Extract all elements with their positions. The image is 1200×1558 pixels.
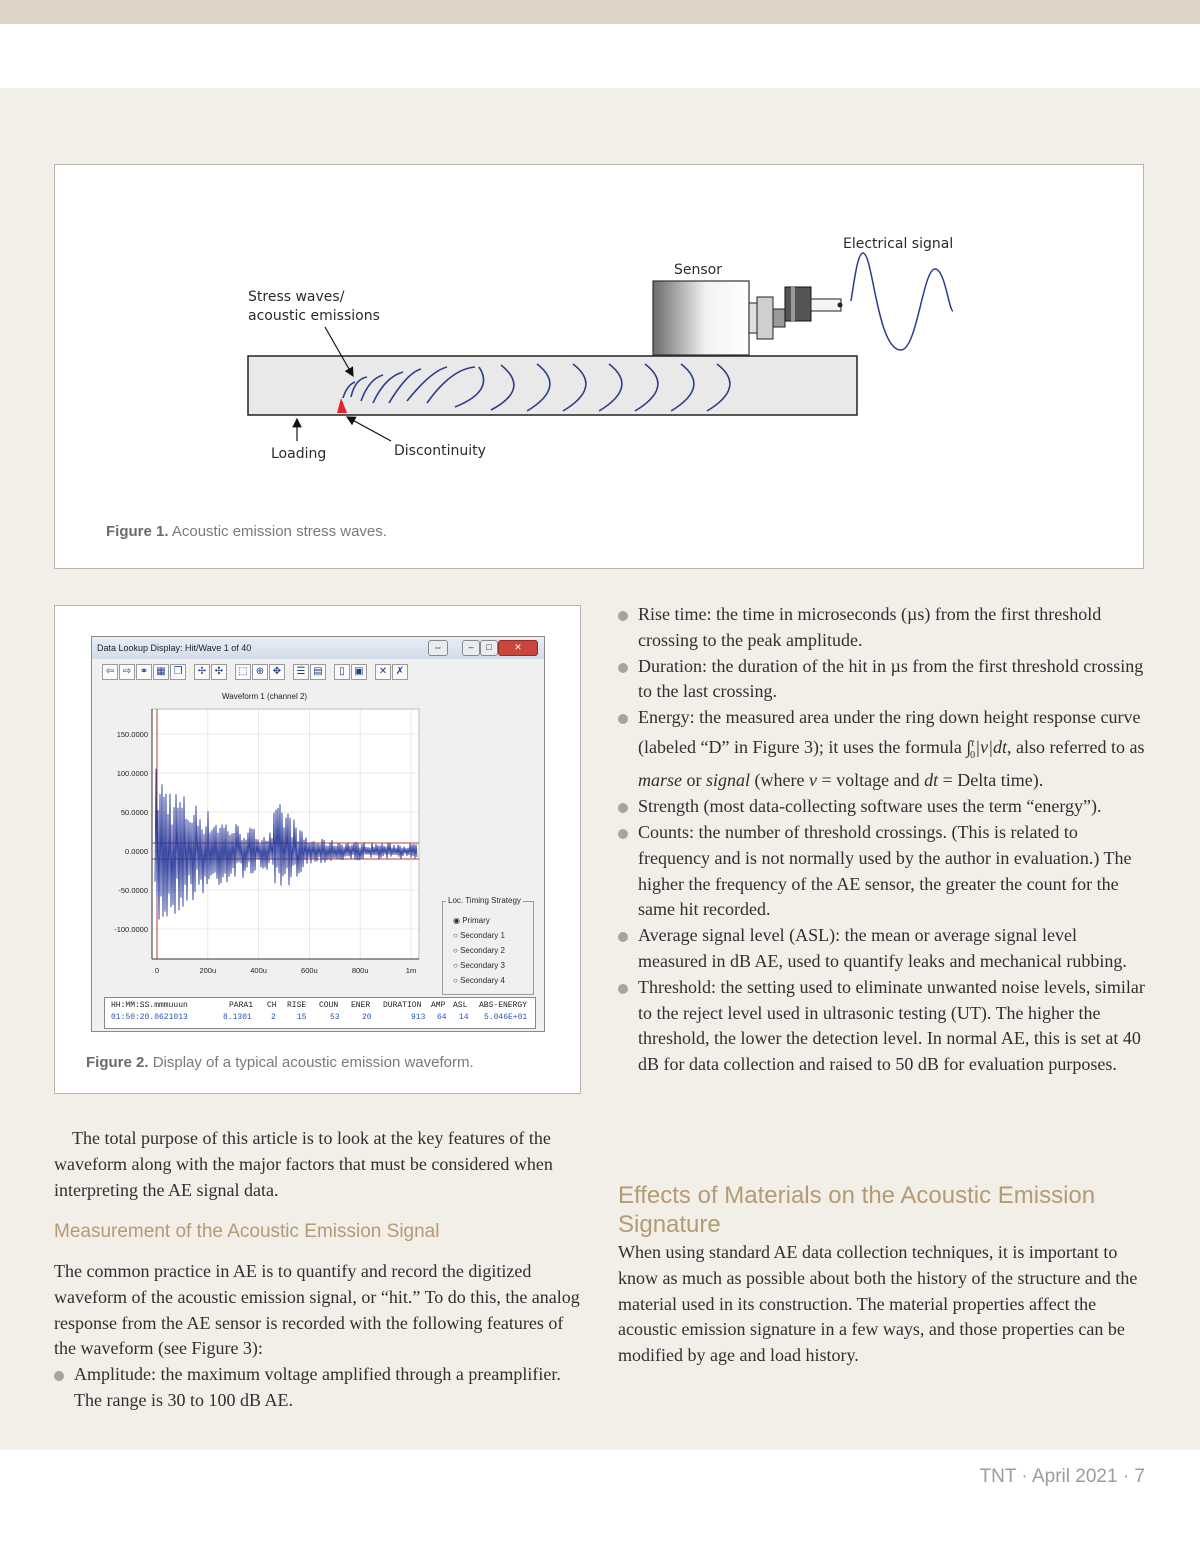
- discontinuity-pointer: [347, 417, 391, 441]
- stress-waves-label-1: Stress waves/: [248, 289, 345, 305]
- maximize-icon[interactable]: □: [480, 640, 498, 656]
- figure-2-caption-text: Display of a typical acoustic emission waveform.: [152, 1054, 474, 1071]
- val-ener: 20: [362, 1013, 372, 1022]
- energy-var-v: v: [808, 770, 817, 791]
- col-coun: COUN: [319, 1001, 339, 1010]
- measurement-heading: Measurement of the Acoustic Emission Signal: [54, 1221, 440, 1242]
- radio-secondary-3-label: Secondary 3: [460, 961, 505, 970]
- document-icon[interactable]: ▤: [310, 664, 326, 680]
- figure-1-diagram: [55, 165, 1145, 570]
- feature-list-section: [618, 602, 1148, 1078]
- electrical-signal-wave: [851, 253, 953, 350]
- y-tick-label: 0.0000: [125, 847, 148, 856]
- bullet-duration: Duration: the duration of the hit in µs from the first threshold crossing to the last crossing.: [618, 654, 1148, 706]
- restore-icon[interactable]: ⇔: [428, 640, 448, 656]
- zoom-box-icon[interactable]: ⬚: [235, 664, 251, 680]
- col-abs-energy: ABS-ENERGY: [479, 1001, 528, 1010]
- figure-1: [54, 164, 1144, 569]
- materials-section: [618, 1240, 1148, 1369]
- x-tick-label: 0: [154, 966, 160, 975]
- x-tick-labels: [155, 966, 416, 975]
- figure-1-caption-text: Acoustic emission stress waves.: [171, 523, 387, 540]
- expand-h-icon[interactable]: ✢: [194, 664, 210, 680]
- data-lookup-window: [91, 636, 545, 1032]
- figure-2: [54, 605, 581, 1094]
- energy-text-5: = voltage and: [816, 770, 925, 791]
- minimize-icon[interactable]: –: [462, 640, 480, 656]
- close-icon[interactable]: ✕: [498, 640, 538, 656]
- timing-strategy-legend: Loc. Timing Strategy: [448, 896, 521, 905]
- measurement-paragraph: The common practice in AE is to quantify and record the digitized waveform of the acoustic emission signal, or “hit.” To do this, the analog response from the AE sensor is recorded with the following features of the waveform (see Figure 3):: [54, 1261, 580, 1359]
- sensor-label: Sensor: [674, 262, 722, 278]
- delete-icon[interactable]: ✕: [375, 664, 391, 680]
- radio-secondary-1[interactable]: ○ Secondary 1: [453, 931, 505, 940]
- col-time: HH:MM:SS.mmmuuun: [111, 1001, 188, 1010]
- radio-secondary-4-label: Secondary 4: [460, 976, 505, 985]
- integral-sign: ∫: [966, 736, 972, 757]
- energy-text-3: or: [682, 770, 706, 791]
- col-asl: ASL: [453, 1001, 468, 1010]
- energy-term-marse: marse: [638, 770, 682, 791]
- y-tick-label: 100.0000: [116, 769, 148, 778]
- radio-secondary-2[interactable]: ○ Secondary 2: [453, 946, 505, 955]
- measurement-section: [54, 1259, 582, 1414]
- col-para1: PARA1: [229, 1001, 254, 1010]
- window-title: Data Lookup Display: Hit/Wave 1 of 40: [97, 643, 252, 653]
- val-amp: 64: [437, 1013, 447, 1022]
- energy-text-4: (where: [750, 770, 809, 791]
- val-duration: 913: [411, 1013, 426, 1022]
- figure-1-caption: [106, 523, 387, 540]
- integral-body: |v|dt: [975, 736, 1008, 757]
- val-abs-energy: 5.046E+01: [484, 1013, 528, 1022]
- integral-upper: t: [971, 737, 975, 749]
- waveform-title: Waveform 1 (channel 2): [222, 692, 308, 701]
- val-coun: 53: [330, 1013, 340, 1022]
- bullet-energy: [618, 705, 1148, 794]
- binoculars-icon[interactable]: ⚭: [136, 664, 152, 680]
- energy-text-2: , also referred to as: [1007, 736, 1145, 757]
- energy-formula: [966, 736, 1008, 761]
- col-rise: RISE: [287, 1001, 307, 1010]
- electrical-signal-label: Electrical signal: [843, 236, 954, 252]
- y-tick-labels: [114, 730, 148, 934]
- col-ener: ENER: [351, 1001, 371, 1010]
- top-color-bar: [0, 0, 1200, 24]
- move-icon[interactable]: ✥: [269, 664, 285, 680]
- energy-term-signal: signal: [706, 770, 751, 791]
- hit-data-value-row: [105, 1010, 535, 1024]
- sensor-body: [653, 281, 749, 355]
- col-duration: DURATION: [383, 1001, 422, 1010]
- energy-text-6: = Delta time).: [938, 770, 1044, 791]
- col-ch: CH: [267, 1001, 277, 1010]
- expand-v-icon[interactable]: ✣: [211, 664, 227, 680]
- val-para1: 8.1301: [223, 1013, 252, 1022]
- figure-2-caption-label: Figure 2.: [86, 1054, 149, 1071]
- integral-lower: 0: [970, 749, 976, 761]
- grid-icon[interactable]: ▦: [153, 664, 169, 680]
- radio-secondary-4[interactable]: ○ Secondary 4: [453, 976, 505, 985]
- arrow-right-icon[interactable]: ⇨: [119, 664, 135, 680]
- windows-icon[interactable]: ❐: [170, 664, 186, 680]
- y-tick-label: 150.0000: [116, 730, 148, 739]
- val-ch: 2: [271, 1013, 276, 1022]
- y-tick-label: -100.0000: [114, 925, 148, 934]
- intro-paragraph: [54, 1126, 582, 1203]
- new-file-icon[interactable]: ▯: [334, 664, 350, 680]
- feature-list: [618, 602, 1148, 1078]
- y-tick-label: -50.0000: [118, 886, 148, 895]
- val-time: 01:50:20.0621013: [111, 1013, 188, 1022]
- x-tick-label: 800u: [351, 966, 369, 975]
- measurement-list: [54, 1362, 582, 1414]
- energy-text-1: Energy: the measured area under the ring down height response curve (labeled “D” in Figure 3); it uses the formula: [638, 707, 1141, 757]
- bullet-asl: Average signal level (ASL): the mean or average signal level measured in dB AE, used to quantify leaks and mechanical rubbing.: [618, 923, 1148, 975]
- x-tick-label: 1m: [405, 966, 417, 975]
- bullet-rise-time: Rise time: the time in microseconds (µs) from the first threshold crossing to the peak amplitude.: [618, 602, 1148, 654]
- radio-secondary-2-label: Secondary 2: [460, 946, 505, 955]
- val-asl: 14: [459, 1013, 469, 1022]
- x-tick-label: 600u: [301, 966, 318, 975]
- hit-data-table: [104, 997, 536, 1029]
- radio-secondary-1-label: Secondary 1: [460, 931, 505, 940]
- clear-icon[interactable]: ✗: [392, 664, 408, 680]
- bullet-strength: Strength (most data-collecting software uses the term “energy”).: [618, 794, 1148, 820]
- bullet-threshold: Threshold: the setting used to eliminate unwanted noise levels, similar to the reject level used in ultrasonic testing (UT). The higher the threshold, the lower the detection level. In normal AE, this is set at 40 dB for data collection and raised to 50 dB for evaluation purposes.: [618, 975, 1148, 1078]
- align-icon[interactable]: ☰: [293, 664, 309, 680]
- materials-paragraph: When using standard AE data collection techniques, it is important to know as much as possible about both the history of the structure and the material used in its construction. The material properties affect the acoustic emission signature in a few ways, and those properties can be modified by age and load history.: [618, 1242, 1138, 1366]
- zoom-in-icon[interactable]: ⊕: [252, 664, 268, 680]
- save-icon[interactable]: ▣: [351, 664, 367, 680]
- y-tick-label: 50.0000: [120, 808, 148, 817]
- col-amp: AMP: [431, 1001, 446, 1010]
- figure-1-caption-label: Figure 1.: [106, 523, 169, 540]
- x-tick-label: 400u: [250, 966, 267, 975]
- radio-primary-label: Primary: [462, 916, 490, 925]
- discontinuity-label: Discontinuity: [394, 443, 486, 459]
- arrow-left-icon[interactable]: ⇦: [102, 664, 118, 680]
- bullet-amplitude: Amplitude: the maximum voltage amplified through a preamplifier. The range is 30 to 100 dB AE.: [54, 1362, 582, 1414]
- bullet-counts: Counts: the number of threshold crossings. (This is related to frequency and is not normally used by the author in evaluation.) The higher the frequency of the AE sensor, the greater the count for the same hit recorded.: [618, 820, 1148, 923]
- materials-heading-line-2: Signature: [618, 1211, 721, 1238]
- intro-text: The total purpose of this article is to look at the key features of the waveform along with the major factors that must be considered when interpreting the AE signal data.: [54, 1128, 553, 1200]
- sensor-connector: [749, 287, 843, 339]
- energy-var-dt: dt: [924, 770, 939, 791]
- loading-label: Loading: [271, 446, 327, 462]
- radio-secondary-3[interactable]: ○ Secondary 3: [453, 961, 505, 970]
- val-rise: 15: [297, 1013, 307, 1022]
- radio-primary[interactable]: ◉ Primary: [453, 916, 490, 925]
- figure-2-caption: [86, 1054, 474, 1071]
- timing-strategy-group: [442, 896, 534, 995]
- materials-heading-line-1: Effects of Materials on the Acoustic Emission: [618, 1182, 1096, 1209]
- x-tick-label: 200u: [199, 966, 217, 975]
- page-footer: TNT · April 2021 · 7: [979, 1466, 1145, 1487]
- stress-waves-label-2: acoustic emissions: [248, 308, 380, 324]
- materials-heading: [618, 1181, 1148, 1239]
